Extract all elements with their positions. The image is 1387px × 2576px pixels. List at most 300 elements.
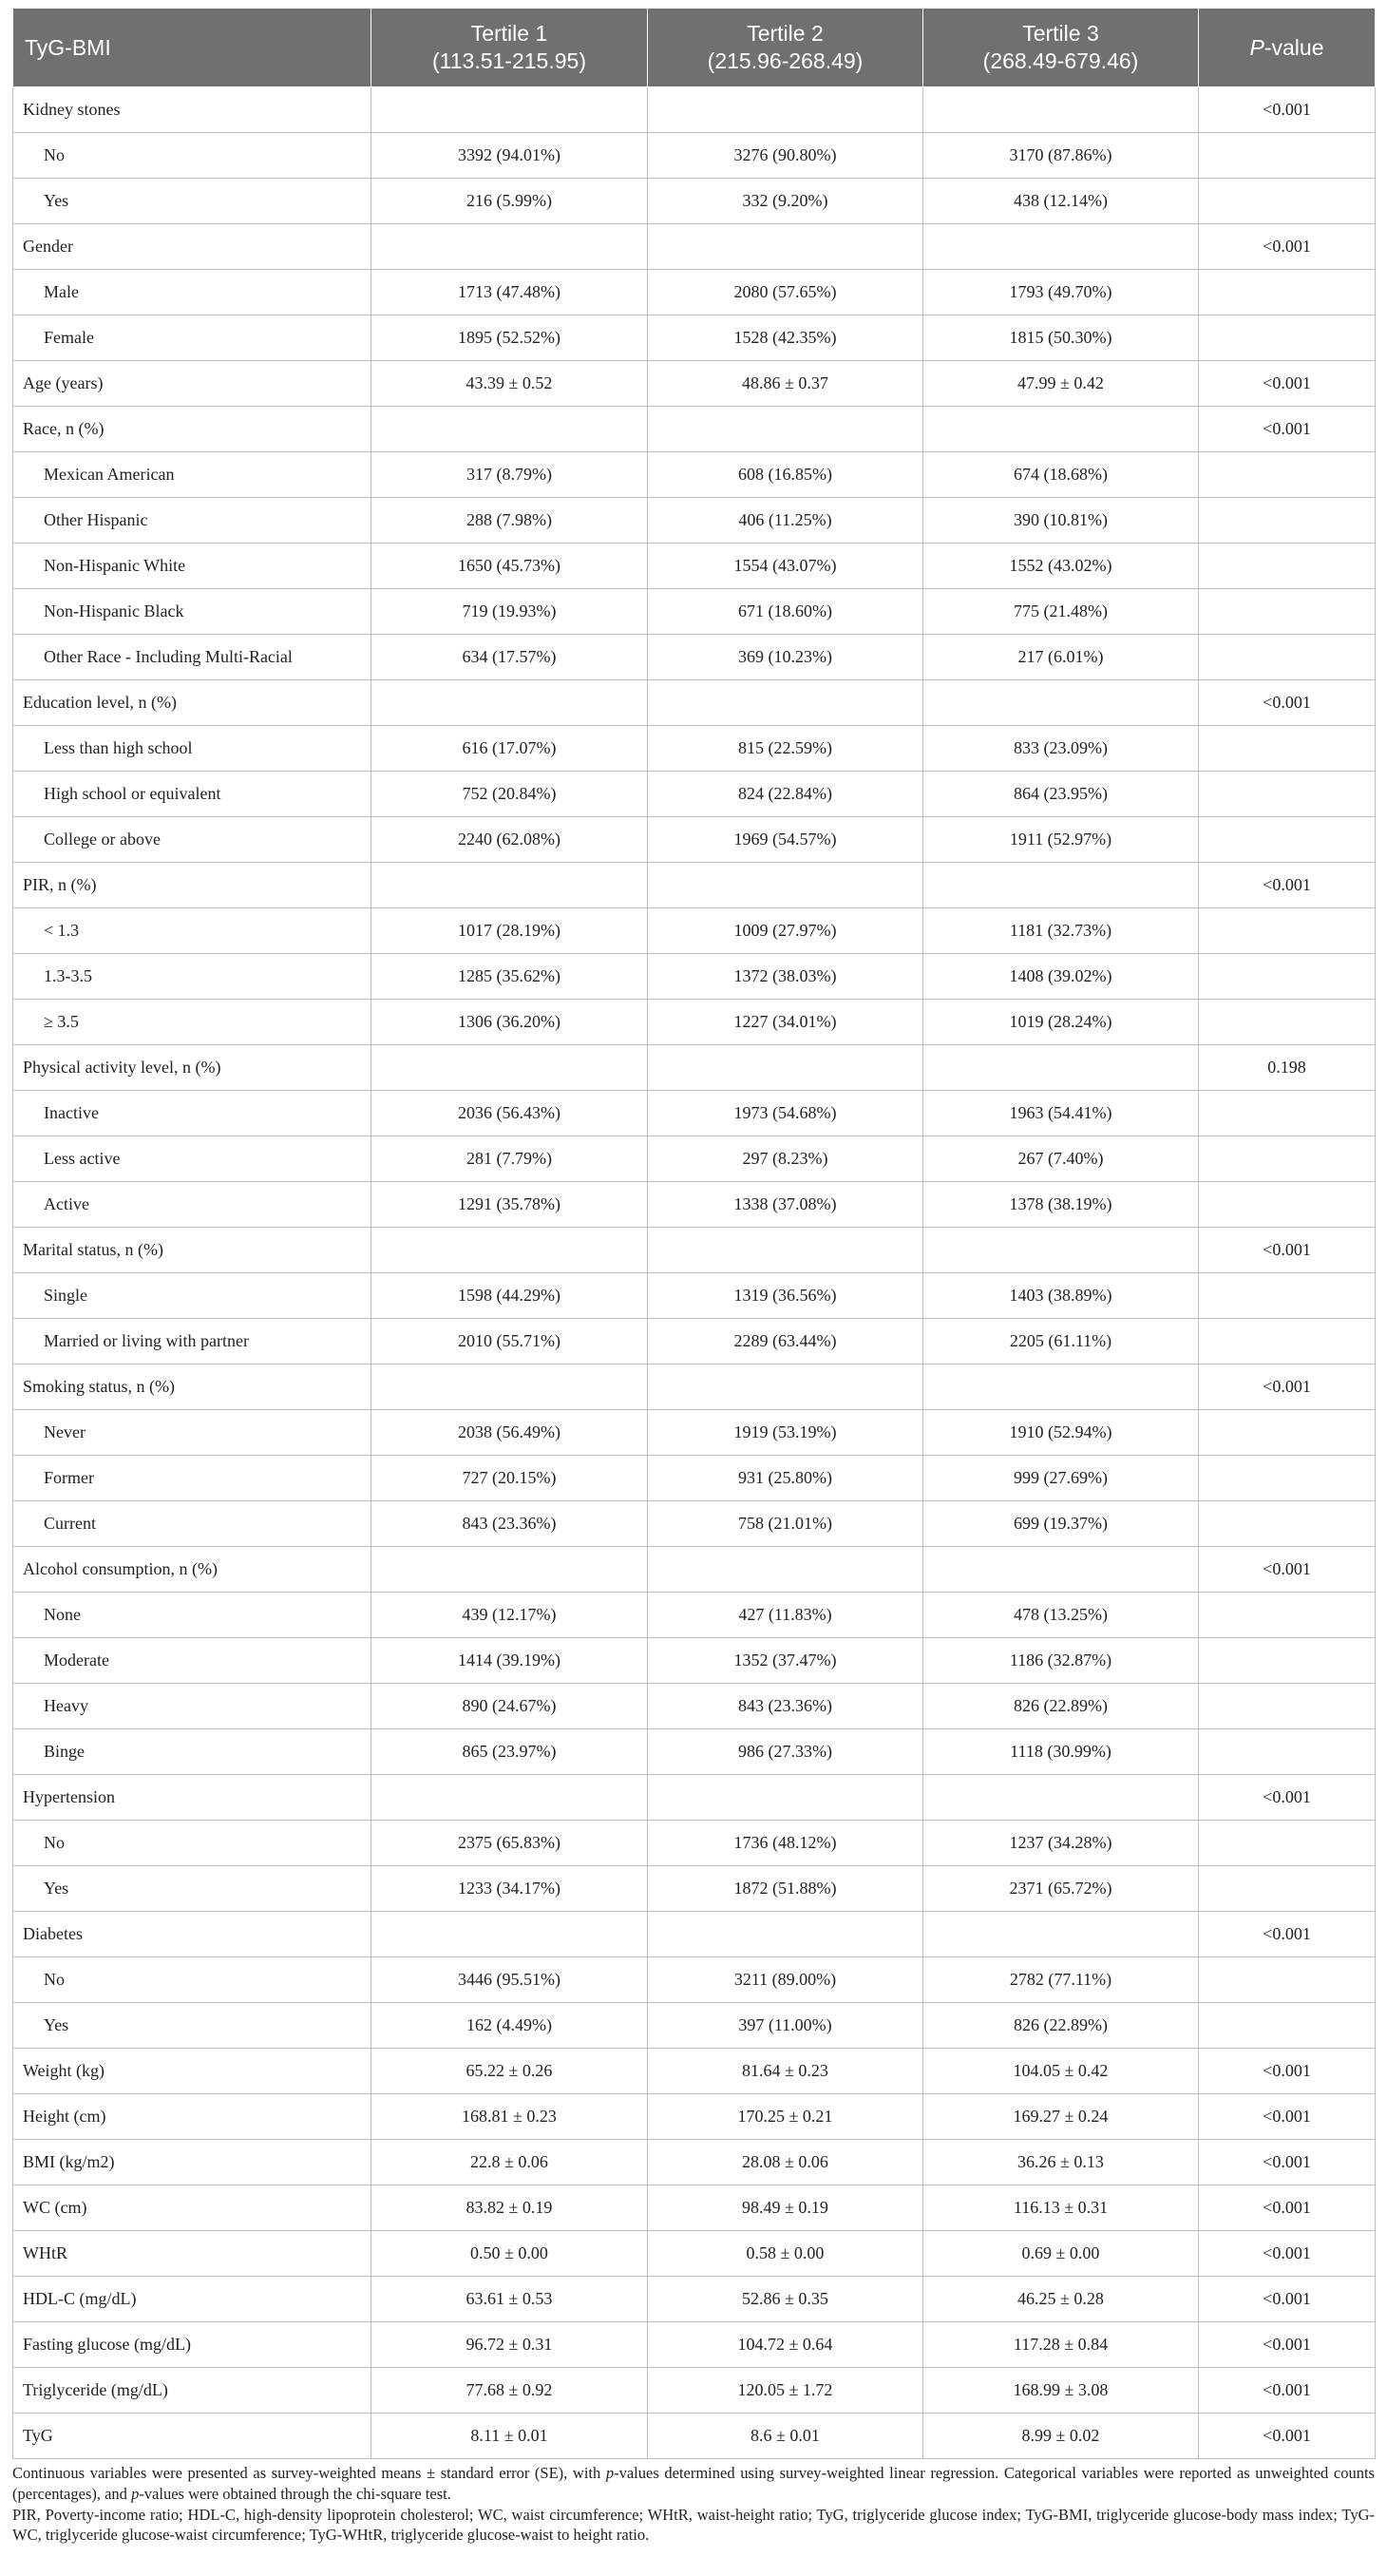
row-label: Weight (kg) [13,2049,371,2094]
table-header-row [13,9,1376,87]
row-label: No [13,1957,371,2003]
table-footnote [12,2463,1375,2546]
table-row [13,315,1376,361]
header-tertile-2: Tertile 2 (215.96-268.49) [648,9,923,87]
cell-p-value: <0.001 [1199,2414,1376,2459]
row-label: Education level, n (%) [13,680,371,726]
table-row [13,1136,1376,1182]
row-label: Yes [13,1866,371,1912]
table-row [13,1866,1376,1912]
cell-tertile-1: 22.8 ± 0.06 [371,2140,648,2185]
table-row [13,1273,1376,1319]
cell-p-value: <0.001 [1199,407,1376,452]
cell-tertile-2 [648,87,923,133]
cell-tertile-2 [648,1228,923,1273]
cell-tertile-2: 104.72 ± 0.64 [648,2322,923,2368]
row-label: Inactive [13,1091,371,1136]
cell-tertile-3: 1815 (50.30%) [923,315,1199,361]
table-row [13,179,1376,224]
cell-tertile-1: 890 (24.67%) [371,1684,648,1729]
row-label: Race, n (%) [13,407,371,452]
cell-p-value: <0.001 [1199,2368,1376,2414]
cell-tertile-3: 1963 (54.41%) [923,1091,1199,1136]
cell-tertile-2: 608 (16.85%) [648,452,923,498]
cell-tertile-1: 2036 (56.43%) [371,1091,648,1136]
cell-tertile-2: 120.05 ± 1.72 [648,2368,923,2414]
row-label: Marital status, n (%) [13,1228,371,1273]
cell-tertile-1: 77.68 ± 0.92 [371,2368,648,2414]
table-row [13,2049,1376,2094]
cell-tertile-2: 931 (25.80%) [648,1456,923,1501]
table-row [13,954,1376,1000]
row-label: Triglyceride (mg/dL) [13,2368,371,2414]
cell-tertile-2 [648,1045,923,1091]
cell-tertile-3: 1019 (28.24%) [923,1000,1199,1045]
row-label: Hypertension [13,1775,371,1821]
cell-tertile-2: 1352 (37.47%) [648,1638,923,1684]
cell-p-value [1199,1638,1376,1684]
cell-tertile-2: 369 (10.23%) [648,635,923,680]
table-row [13,1821,1376,1866]
cell-tertile-2: 758 (21.01%) [648,1501,923,1547]
cell-tertile-2: 1227 (34.01%) [648,1000,923,1045]
table-row [13,1501,1376,1547]
cell-tertile-3: 826 (22.89%) [923,2003,1199,2049]
cell-tertile-3: 36.26 ± 0.13 [923,2140,1199,2185]
cell-tertile-1: 616 (17.07%) [371,726,648,772]
cell-tertile-3: 833 (23.09%) [923,726,1199,772]
cell-p-value [1199,1866,1376,1912]
header-variable: TyG-BMI [13,9,371,87]
cell-tertile-1: 865 (23.97%) [371,1729,648,1775]
cell-tertile-1 [371,87,648,133]
cell-tertile-1 [371,1045,648,1091]
cell-tertile-3: 1237 (34.28%) [923,1821,1199,1866]
cell-tertile-2 [648,224,923,270]
cell-tertile-2: 1736 (48.12%) [648,1821,923,1866]
cell-tertile-3 [923,407,1199,452]
cell-tertile-3: 47.99 ± 0.42 [923,361,1199,407]
table-row [13,2368,1376,2414]
cell-p-value: <0.001 [1199,361,1376,407]
row-label: Female [13,315,371,361]
cell-p-value [1199,1319,1376,1364]
cell-tertile-1: 288 (7.98%) [371,498,648,544]
cell-tertile-2: 671 (18.60%) [648,589,923,635]
cell-tertile-3: 1186 (32.87%) [923,1638,1199,1684]
cell-tertile-2: 1319 (36.56%) [648,1273,923,1319]
cell-tertile-2: 406 (11.25%) [648,498,923,544]
cell-tertile-3: 116.13 ± 0.31 [923,2185,1199,2231]
cell-tertile-1: 1650 (45.73%) [371,544,648,589]
table-row [13,87,1376,133]
cell-tertile-2: 0.58 ± 0.00 [648,2231,923,2277]
cell-tertile-3: 2371 (65.72%) [923,1866,1199,1912]
cell-tertile-1: 752 (20.84%) [371,772,648,817]
cell-p-value [1199,1684,1376,1729]
cell-p-value [1199,908,1376,954]
cell-tertile-3: 999 (27.69%) [923,1456,1199,1501]
table-row [13,1638,1376,1684]
cell-tertile-1: 65.22 ± 0.26 [371,2049,648,2094]
cell-p-value [1199,635,1376,680]
cell-p-value [1199,1957,1376,2003]
table-row [13,498,1376,544]
row-label: Alcohol consumption, n (%) [13,1547,371,1593]
cell-tertile-1: 83.82 ± 0.19 [371,2185,648,2231]
cell-tertile-3 [923,1547,1199,1593]
cell-tertile-1: 63.61 ± 0.53 [371,2277,648,2322]
cell-tertile-2 [648,863,923,908]
cell-tertile-3: 46.25 ± 0.28 [923,2277,1199,2322]
cell-p-value: <0.001 [1199,2277,1376,2322]
cell-tertile-3: 438 (12.14%) [923,179,1199,224]
cell-tertile-1: 2010 (55.71%) [371,1319,648,1364]
cell-p-value [1199,1501,1376,1547]
cell-p-value [1199,1456,1376,1501]
row-label: Other Race - Including Multi-Racial [13,635,371,680]
cell-tertile-2: 48.86 ± 0.37 [648,361,923,407]
cell-p-value [1199,133,1376,179]
cell-tertile-1: 216 (5.99%) [371,179,648,224]
table-row [13,2140,1376,2185]
row-label: Physical activity level, n (%) [13,1045,371,1091]
cell-tertile-2: 1872 (51.88%) [648,1866,923,1912]
cell-tertile-3: 1181 (32.73%) [923,908,1199,954]
cell-tertile-3: 775 (21.48%) [923,589,1199,635]
cell-tertile-2: 3276 (90.80%) [648,133,923,179]
cell-tertile-2: 427 (11.83%) [648,1593,923,1638]
cell-p-value [1199,179,1376,224]
row-label: High school or equivalent [13,772,371,817]
cell-tertile-3 [923,1045,1199,1091]
cell-tertile-3: 699 (19.37%) [923,1501,1199,1547]
cell-tertile-3: 1378 (38.19%) [923,1182,1199,1228]
row-label: Former [13,1456,371,1501]
cell-tertile-2: 8.6 ± 0.01 [648,2414,923,2459]
cell-tertile-1: 1306 (36.20%) [371,1000,648,1045]
cell-tertile-2: 1554 (43.07%) [648,544,923,589]
row-label: TyG [13,2414,371,2459]
table-row [13,2231,1376,2277]
cell-tertile-2: 824 (22.84%) [648,772,923,817]
cell-tertile-3 [923,1364,1199,1410]
cell-tertile-1: 1895 (52.52%) [371,315,648,361]
cell-tertile-3: 0.69 ± 0.00 [923,2231,1199,2277]
cell-tertile-2: 297 (8.23%) [648,1136,923,1182]
cell-tertile-3 [923,1775,1199,1821]
row-label: Gender [13,224,371,270]
table-container [12,8,1375,2546]
cell-p-value [1199,1000,1376,1045]
cell-tertile-3: 864 (23.95%) [923,772,1199,817]
table-row [13,863,1376,908]
table-row [13,1410,1376,1456]
cell-p-value: <0.001 [1199,2140,1376,2185]
row-label: None [13,1593,371,1638]
cell-tertile-2: 2080 (57.65%) [648,270,923,315]
cell-p-value: <0.001 [1199,863,1376,908]
cell-tertile-1: 1713 (47.48%) [371,270,648,315]
cell-p-value [1199,1091,1376,1136]
cell-tertile-2: 332 (9.20%) [648,179,923,224]
cell-p-value: <0.001 [1199,1775,1376,1821]
table-row [13,2003,1376,2049]
cell-tertile-2 [648,1912,923,1957]
cell-tertile-3: 117.28 ± 0.84 [923,2322,1199,2368]
row-label: Moderate [13,1638,371,1684]
cell-tertile-1: 96.72 ± 0.31 [371,2322,648,2368]
row-label: Non-Hispanic Black [13,589,371,635]
table-row [13,1319,1376,1364]
row-label: Age (years) [13,361,371,407]
cell-tertile-2: 815 (22.59%) [648,726,923,772]
table-row [13,680,1376,726]
cell-tertile-3: 1408 (39.02%) [923,954,1199,1000]
table-row [13,1000,1376,1045]
row-label: Kidney stones [13,87,371,133]
row-label: BMI (kg/m2) [13,2140,371,2185]
cell-tertile-3: 2782 (77.11%) [923,1957,1199,2003]
cell-tertile-1 [371,224,648,270]
row-label: Yes [13,179,371,224]
table-row [13,589,1376,635]
cell-p-value [1199,726,1376,772]
cell-tertile-2 [648,1547,923,1593]
table-row [13,1364,1376,1410]
cell-tertile-3: 478 (13.25%) [923,1593,1199,1638]
cell-tertile-3: 169.27 ± 0.24 [923,2094,1199,2140]
cell-tertile-1: 719 (19.93%) [371,589,648,635]
cell-tertile-2: 1338 (37.08%) [648,1182,923,1228]
table-row [13,1547,1376,1593]
cell-tertile-1 [371,1775,648,1821]
table-row [13,361,1376,407]
cell-tertile-1: 1598 (44.29%) [371,1273,648,1319]
cell-tertile-3: 267 (7.40%) [923,1136,1199,1182]
cell-tertile-2: 170.25 ± 0.21 [648,2094,923,2140]
cell-tertile-1 [371,407,648,452]
cell-tertile-3 [923,680,1199,726]
cell-tertile-3: 390 (10.81%) [923,498,1199,544]
cell-tertile-1 [371,1228,648,1273]
row-label: Never [13,1410,371,1456]
row-label: No [13,133,371,179]
table-row [13,817,1376,863]
cell-tertile-2: 1973 (54.68%) [648,1091,923,1136]
cell-p-value [1199,1410,1376,1456]
cell-tertile-1: 43.39 ± 0.52 [371,361,648,407]
cell-tertile-3: 104.05 ± 0.42 [923,2049,1199,2094]
cell-p-value: <0.001 [1199,1912,1376,1957]
cell-tertile-1: 168.81 ± 0.23 [371,2094,648,2140]
row-label: < 1.3 [13,908,371,954]
cell-tertile-1: 1017 (28.19%) [371,908,648,954]
cell-tertile-3: 168.99 ± 3.08 [923,2368,1199,2414]
table-row [13,2277,1376,2322]
row-label: Yes [13,2003,371,2049]
row-label: Mexican American [13,452,371,498]
cell-p-value [1199,315,1376,361]
row-label: Less active [13,1136,371,1182]
cell-tertile-2 [648,680,923,726]
cell-tertile-2: 3211 (89.00%) [648,1957,923,2003]
cell-tertile-1: 2240 (62.08%) [371,817,648,863]
row-label: Heavy [13,1684,371,1729]
cell-tertile-2: 28.08 ± 0.06 [648,2140,923,2185]
row-label: Other Hispanic [13,498,371,544]
row-label: 1.3-3.5 [13,954,371,1000]
cell-tertile-3: 217 (6.01%) [923,635,1199,680]
cell-tertile-1: 2375 (65.83%) [371,1821,648,1866]
table-row [13,1593,1376,1638]
table-row [13,1684,1376,1729]
row-label: Single [13,1273,371,1319]
table-row [13,2185,1376,2231]
cell-tertile-1: 0.50 ± 0.00 [371,2231,648,2277]
cell-p-value: <0.001 [1199,1547,1376,1593]
row-label: Male [13,270,371,315]
cell-p-value: <0.001 [1199,1228,1376,1273]
cell-p-value [1199,1182,1376,1228]
cell-p-value [1199,270,1376,315]
table-row [13,544,1376,589]
footnote-abbreviations: PIR, Poverty-income ratio; HDL-C, high-density lipoprotein cholesterol; WC, waist circumference; WHtR, waist-height ratio; TyG, triglyceride glucose index; TyG-BMI, triglyceride glucose-body mass index; TyG-WC, triglyceride glucose-waist circumference; TyG-WHtR, triglyceride glucose-waist to height ratio. [12,2505,1375,2545]
cell-p-value: <0.001 [1199,2322,1376,2368]
row-label: Active [13,1182,371,1228]
cell-tertile-2: 81.64 ± 0.23 [648,2049,923,2094]
cell-tertile-2: 986 (27.33%) [648,1729,923,1775]
cell-p-value [1199,817,1376,863]
cell-tertile-3: 3170 (87.86%) [923,133,1199,179]
table-row [13,1775,1376,1821]
table-row [13,2322,1376,2368]
cell-tertile-1: 1291 (35.78%) [371,1182,648,1228]
cell-tertile-3: 1793 (49.70%) [923,270,1199,315]
cell-tertile-3: 1118 (30.99%) [923,1729,1199,1775]
header-tertile-3: Tertile 3 (268.49-679.46) [923,9,1199,87]
cell-p-value [1199,452,1376,498]
cell-tertile-2 [648,407,923,452]
footnote-methods: Continuous variables were presented as survey-weighted means ± standard error (SE), with p-values determined using survey-weighted linear regression. Categorical variables were reported as unweighted counts (percentages), and p-values were obtained through the chi-square test. [12,2464,1375,2503]
cell-tertile-3: 8.99 ± 0.02 [923,2414,1199,2459]
cell-tertile-2 [648,1775,923,1821]
cell-p-value [1199,1136,1376,1182]
table-row [13,1912,1376,1957]
cell-p-value [1199,1593,1376,1638]
row-label: Non-Hispanic White [13,544,371,589]
cell-tertile-1: 634 (17.57%) [371,635,648,680]
table-row [13,1456,1376,1501]
table-row [13,772,1376,817]
cell-p-value [1199,1821,1376,1866]
row-label: Diabetes [13,1912,371,1957]
table-row [13,133,1376,179]
table-row [13,2414,1376,2459]
cell-p-value [1199,1729,1376,1775]
table-row [13,224,1376,270]
cell-tertile-3 [923,87,1199,133]
table-row [13,452,1376,498]
table-row [13,1182,1376,1228]
cell-p-value: <0.001 [1199,2094,1376,2140]
cell-tertile-3 [923,1912,1199,1957]
row-label: Binge [13,1729,371,1775]
cell-tertile-3: 1911 (52.97%) [923,817,1199,863]
cell-tertile-1: 3446 (95.51%) [371,1957,648,2003]
table-row [13,407,1376,452]
cell-tertile-1: 1233 (34.17%) [371,1866,648,1912]
cell-tertile-1 [371,680,648,726]
table-row [13,2094,1376,2140]
header-p-value: P-value [1199,9,1376,87]
cell-tertile-1 [371,1912,648,1957]
cell-tertile-1: 3392 (94.01%) [371,133,648,179]
cell-tertile-2: 1969 (54.57%) [648,817,923,863]
cell-tertile-1: 162 (4.49%) [371,2003,648,2049]
cell-tertile-3 [923,863,1199,908]
header-tertile-1: Tertile 1 (113.51-215.95) [371,9,648,87]
cell-tertile-1: 727 (20.15%) [371,1456,648,1501]
row-label: College or above [13,817,371,863]
cell-p-value [1199,544,1376,589]
cell-p-value: <0.001 [1199,224,1376,270]
cell-p-value [1199,1273,1376,1319]
cell-tertile-2: 397 (11.00%) [648,2003,923,2049]
cell-tertile-1: 843 (23.36%) [371,1501,648,1547]
cell-tertile-1 [371,863,648,908]
table-row [13,1091,1376,1136]
cell-tertile-2: 1372 (38.03%) [648,954,923,1000]
row-label: Height (cm) [13,2094,371,2140]
cell-tertile-1: 2038 (56.49%) [371,1410,648,1456]
row-label: Married or living with partner [13,1319,371,1364]
cell-tertile-2: 1009 (27.97%) [648,908,923,954]
cell-p-value [1199,772,1376,817]
row-label: HDL-C (mg/dL) [13,2277,371,2322]
table-row [13,1228,1376,1273]
cell-tertile-3: 1403 (38.89%) [923,1273,1199,1319]
cell-tertile-3: 2205 (61.11%) [923,1319,1199,1364]
cell-p-value [1199,954,1376,1000]
cell-tertile-2: 2289 (63.44%) [648,1319,923,1364]
cell-tertile-1: 1414 (39.19%) [371,1638,648,1684]
baseline-characteristics-table [12,8,1376,2459]
cell-tertile-1: 1285 (35.62%) [371,954,648,1000]
cell-tertile-2: 843 (23.36%) [648,1684,923,1729]
cell-p-value: <0.001 [1199,680,1376,726]
cell-tertile-1: 317 (8.79%) [371,452,648,498]
cell-p-value: <0.001 [1199,1364,1376,1410]
row-label: Current [13,1501,371,1547]
cell-tertile-1 [371,1364,648,1410]
table-row [13,908,1376,954]
cell-tertile-3: 826 (22.89%) [923,1684,1199,1729]
row-label: Smoking status, n (%) [13,1364,371,1410]
cell-tertile-3: 1552 (43.02%) [923,544,1199,589]
cell-p-value: <0.001 [1199,87,1376,133]
cell-tertile-1: 8.11 ± 0.01 [371,2414,648,2459]
cell-tertile-2: 1528 (42.35%) [648,315,923,361]
row-label: ≥ 3.5 [13,1000,371,1045]
row-label: No [13,1821,371,1866]
row-label: Less than high school [13,726,371,772]
table-row [13,1957,1376,2003]
cell-p-value [1199,2003,1376,2049]
row-label: WHtR [13,2231,371,2277]
row-label: Fasting glucose (mg/dL) [13,2322,371,2368]
cell-tertile-2: 52.86 ± 0.35 [648,2277,923,2322]
